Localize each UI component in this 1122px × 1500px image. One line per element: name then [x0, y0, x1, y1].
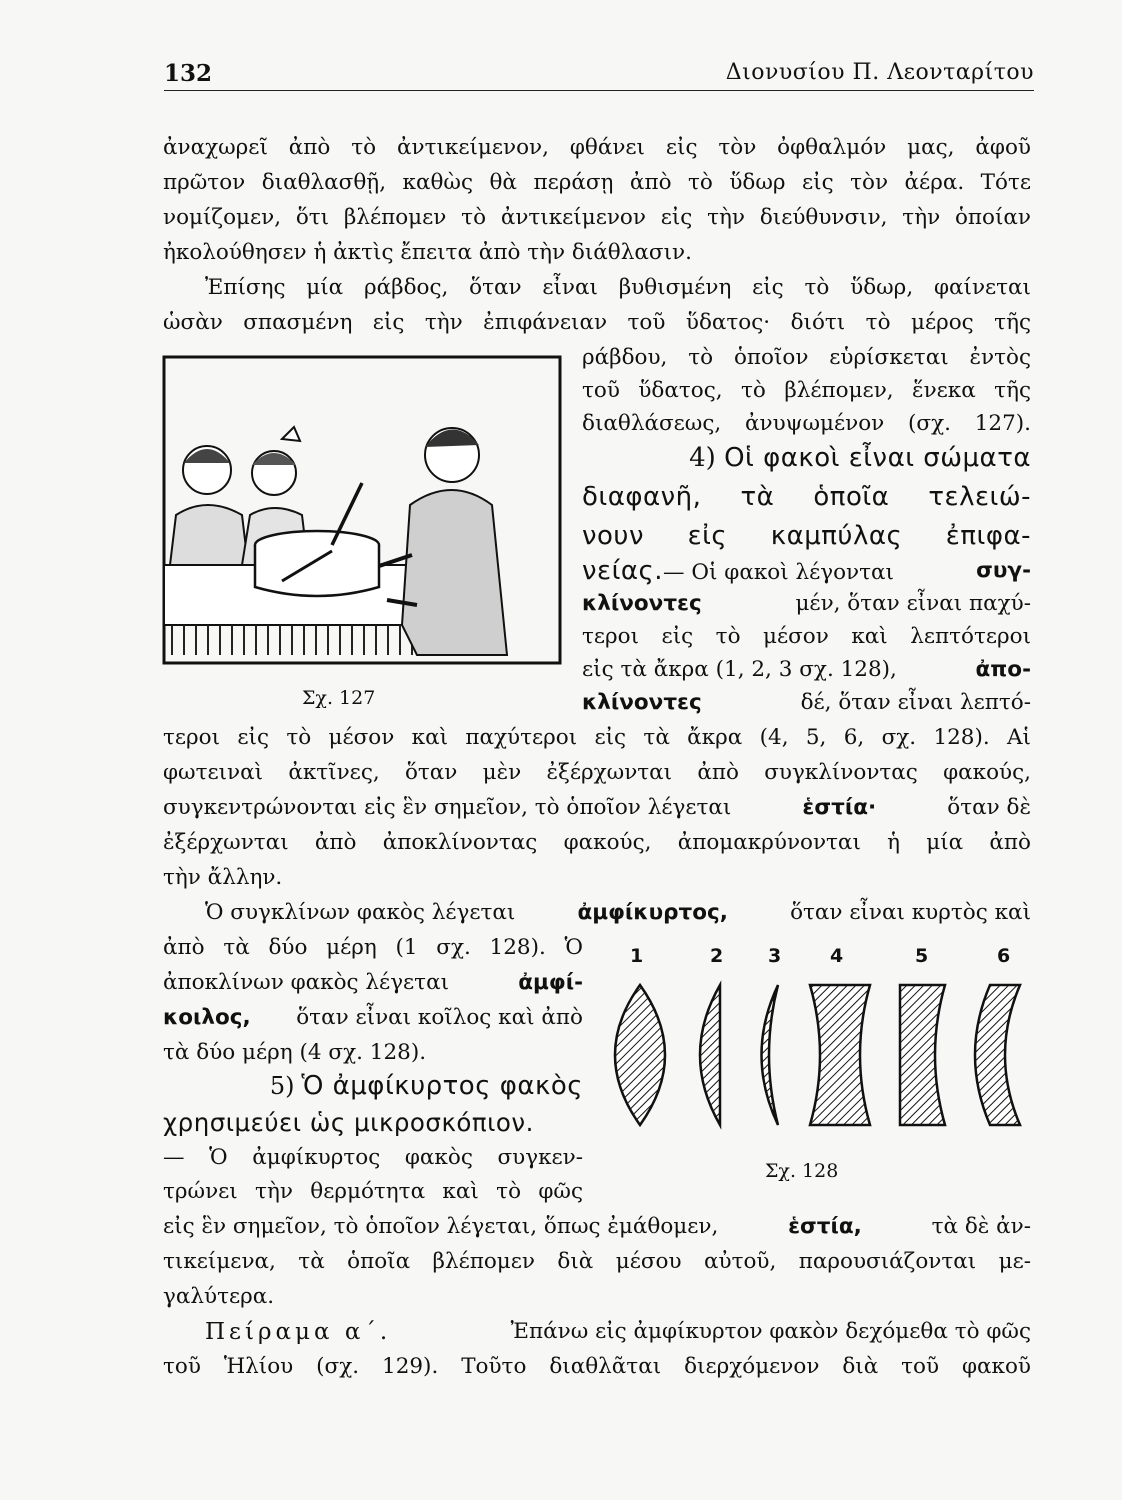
section-5-heading [163, 1068, 583, 1106]
term-bold: κλίνοντες [582, 690, 702, 715]
figure-128-lenses [600, 935, 1030, 1145]
heading-text: Οἱ φακοὶ εἶναι σώματα [724, 443, 1031, 473]
text-line [582, 688, 1031, 718]
term-bold: ἑστία, [788, 1214, 862, 1239]
heading-text: νείας. [582, 556, 664, 586]
text-line: τεροι εἰς τὸ μέσον καὶ παχύτεροι εἰς τὰ ἄκρα (4, 5, 6, σχ. 128). Αἱ [163, 725, 1031, 750]
text-line: διαθλάσεως, ἀνυψωμένον (σχ. 127). [582, 411, 1031, 436]
text-span: ὅταν εἶναι κοῖλος καὶ ἀπὸ [296, 1005, 583, 1030]
lens-label: 6 [997, 945, 1011, 967]
term-bold: ἑστία· [802, 795, 877, 820]
term-bold: συγ- [976, 558, 1031, 583]
convexo-concave-lens [975, 985, 1020, 1125]
heading-text: διαφανῆ, τὰ ὁποῖα τελειώ- [582, 482, 1031, 512]
lens-label: 1 [630, 945, 644, 967]
figure-127-caption: Σχ. 127 [302, 687, 376, 709]
text-line: ἐξέρχωνται ἀπὸ ἀποκλίνοντας φακούς, ἀπομακρύνονται ἡ μία ἀπὸ [163, 830, 1031, 855]
term-bold: κοιλος, [163, 1005, 251, 1030]
text-line: τικείμενα, τὰ ὁποῖα βλέπομεν διὰ μέσου αὐτοῦ, παρουσιάζονται με- [163, 1249, 1031, 1274]
heading-text: χρησιμεύει ὡς μικροσκόπιον. [163, 1108, 534, 1137]
lenses-drawing [600, 935, 1030, 1145]
text-span: — Οἱ φακοὶ λέγονται [663, 560, 894, 585]
text-span: εἰς τὰ ἄκρα (1, 2, 3 σχ. 128), [582, 657, 897, 682]
text-line [163, 793, 1031, 823]
biconcave-lens [810, 985, 870, 1125]
text-span: εἰς ἓν σημεῖον, τὸ ὁποῖον λέγεται, ὅπως ἐμάθομεν, [163, 1214, 719, 1239]
text-line: Ἐπίσης μία ράβδος, ὅταν εἶναι βυθισμένη εἰς τὸ ὕδωρ, φαίνεται [205, 275, 1031, 300]
text-span: δέ, ὅταν εἶναι λεπτό- [800, 690, 1031, 715]
text-line: τρώνει τὴν θερμότητα καὶ τὸ φῶς [163, 1179, 583, 1204]
text-line [205, 898, 1031, 928]
plano-convex-lens [700, 985, 720, 1125]
text-line: τεροι εἰς τὸ μέσον καὶ λεπτότεροι [582, 624, 1031, 649]
text-line: ἀπὸ τὰ δύο μέρη (1 σχ. 128). Ὁ [163, 935, 583, 960]
text-line [163, 1212, 1031, 1242]
lens-label: 5 [915, 945, 929, 967]
text-span: Ἐπάνω εἰς ἀμφίκυρτον φακὸν δεχόμεθα τὸ φῶς [510, 1319, 1031, 1344]
term-bold: ἀμφί- [518, 970, 583, 995]
term-bold: ἀμφίκυρτος, [577, 900, 728, 925]
figure-128-caption: Σχ. 128 [765, 1160, 839, 1182]
experiment-label: Πείραμα α΄. [205, 1319, 392, 1345]
heading-text: Ὁ ἀμφίκυρτος φακὸς [301, 1071, 583, 1101]
text-span: Ὁ συγκλίνων φακὸς λέγεται [205, 900, 516, 925]
text-line: τὰ δύο μέρη (4 σχ. 128). [163, 1040, 427, 1065]
heading-text: νουν εἰς καμπύλας ἐπιφα- [582, 521, 1031, 551]
text-line: τὴν ἄλλην. [163, 865, 283, 890]
text-line: ὡσὰν σπασμένη εἰς τὴν ἐπιφάνειαν τοῦ ὕδατος· διότι τὸ μέρος τῆς [163, 310, 1031, 335]
page-number: 132 [164, 60, 213, 87]
plano-concave-lens [900, 985, 945, 1125]
text-line: νομίζομεν, ὅτι βλέπομεν τὸ ἀντικείμενον εἰς τὴν διεύθυνσιν, τὴν ὁποίαν [163, 205, 1031, 230]
text-line: ράβδου, τὸ ὁποῖον εὑρίσκεται ἐντὸς [582, 345, 1031, 370]
text-span: ὅταν εἶναι κυρτὸς καὶ [790, 900, 1031, 925]
text-line [163, 968, 583, 998]
text-span: ὅταν δὲ [947, 795, 1031, 820]
figure-127-illustration [162, 355, 562, 665]
text-line: γαλύτερα. [163, 1284, 275, 1309]
text-span: τὰ δὲ ἀν- [931, 1214, 1031, 1239]
lens-label: 4 [830, 945, 844, 967]
text-line: τοῦ Ἡλίου (σχ. 129). Τοῦτο διαθλᾶται διερχόμενον διὰ τοῦ φακοῦ [163, 1354, 1031, 1379]
text-span: μέν, ὅταν εἶναι παχύ- [795, 591, 1031, 616]
text-line: ἀναχωρεῖ ἀπὸ τὸ ἀντικείμενον, φθάνει εἰς τὸν ὀφθαλμόν μας, ἀφοῦ [163, 135, 1031, 160]
term-bold: ἀπο- [975, 657, 1031, 682]
concavo-convex-lens [762, 985, 779, 1125]
text-line [163, 1003, 583, 1033]
text-line [205, 1317, 1031, 1347]
text-span: ἀποκλίνων φακὸς λέγεται [163, 970, 450, 995]
lens-label: 2 [710, 945, 724, 967]
text-line: φωτειναὶ ἀκτῖνες, ὅταν μὲν ἐξέρχωνται ἀπὸ συγκλίνοντας φακούς, [163, 760, 1031, 785]
section-number: 5) [269, 1072, 295, 1100]
text-line: τοῦ ὕδατος, τὸ βλέπομεν, ἕνεκα τῆς [582, 378, 1031, 403]
term-bold: κλίνοντες [582, 591, 702, 616]
running-head: Διονυσίου Π. Λεονταρίτου [725, 60, 1034, 85]
text-line [582, 556, 1031, 588]
text-line: ἠκολούθησεν ἡ ἀκτὶς ἔπειτα ἀπὸ τὴν διάθλασιν. [163, 240, 692, 265]
section-4-heading [582, 440, 1031, 476]
text-line [582, 589, 1031, 619]
section-number: 4) [689, 443, 716, 473]
text-line [582, 655, 1031, 685]
biconvex-lens [615, 985, 665, 1125]
text-span: συγκεντρώνονται εἰς ἓν σημεῖον, τὸ ὁποῖον λέγεται [163, 795, 732, 820]
lens-label: 3 [768, 945, 782, 967]
text-line: πρῶτον διαθλασθῇ, καθὼς θὰ περάσῃ ἀπὸ τὸ ὕδωρ εἰς τὸν ἀέρα. Τότε [163, 170, 1031, 195]
text-line: — Ὁ ἀμφίκυρτος φακὸς συγκεν- [163, 1145, 583, 1170]
page-header [164, 60, 1034, 91]
